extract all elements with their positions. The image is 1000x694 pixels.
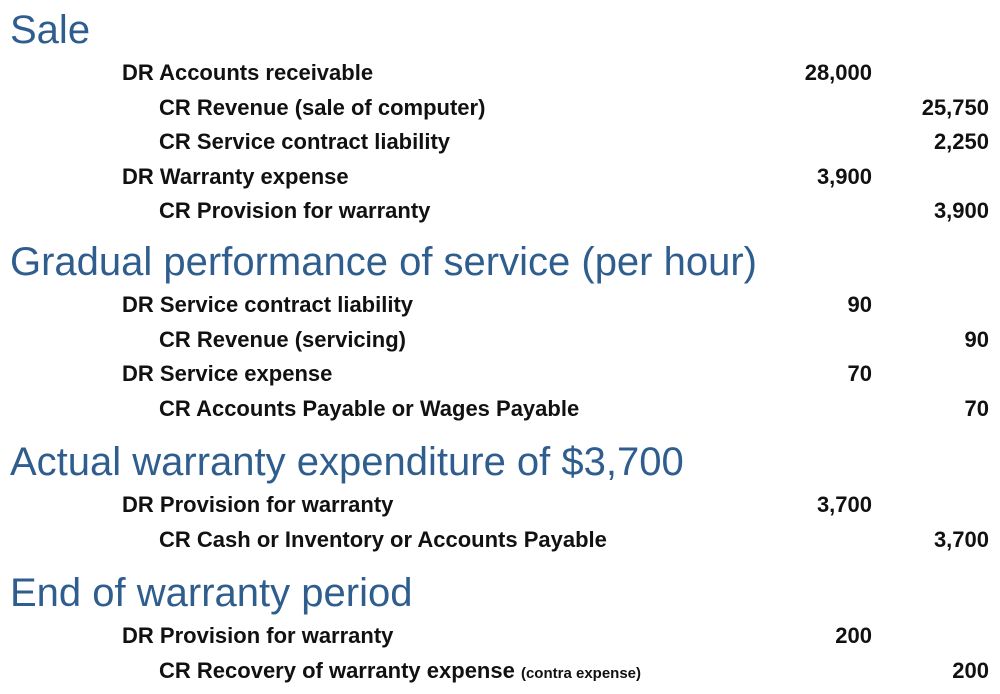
- account-label: [122, 619, 393, 653]
- account-name: Accounts receivable: [159, 60, 374, 85]
- account-label: [122, 160, 349, 194]
- debit-amount: 90: [847, 292, 872, 317]
- account-name: Warranty expense: [159, 164, 349, 189]
- account-label: [159, 91, 485, 125]
- entry-side: CR: [159, 658, 191, 683]
- account-label: [159, 125, 450, 159]
- account-name: Revenue (servicing): [196, 327, 406, 352]
- account-name: Service contract liability: [196, 129, 451, 154]
- entry-side: CR: [159, 95, 191, 120]
- account-label: [159, 323, 406, 357]
- entry-side: DR: [122, 623, 154, 648]
- debit-entry-row: [0, 619, 1000, 653]
- entry-side: DR: [122, 164, 154, 189]
- entry-side: CR: [159, 129, 191, 154]
- account-name: Revenue (sale of computer): [196, 95, 486, 120]
- credit-entry-row: [0, 194, 1000, 228]
- debit-entry-row: [0, 288, 1000, 322]
- debit-amount: 3,700: [816, 492, 872, 517]
- credit-entry-row: [0, 323, 1000, 357]
- credit-entry-row: [0, 392, 1000, 426]
- section-heading: Actual warranty expenditure of $3,700: [10, 440, 684, 484]
- account-name: Accounts Payable or Wages Payable: [196, 396, 580, 421]
- account-label: [122, 357, 332, 391]
- credit-amount: 70: [964, 396, 989, 421]
- account-name: Provision for warranty: [159, 623, 394, 648]
- account-name: Provision for warranty: [196, 198, 431, 223]
- account-name: Service contract liability: [159, 292, 414, 317]
- account-name: Provision for warranty: [159, 492, 394, 517]
- section-heading: Gradual performance of service (per hour): [10, 240, 757, 284]
- debit-amount: 70: [847, 361, 872, 386]
- debit-amount: 200: [835, 623, 872, 648]
- debit-entry-row: [0, 160, 1000, 194]
- debit-entry-row: [0, 488, 1000, 522]
- entry-side: DR: [122, 292, 154, 317]
- credit-amount: 90: [964, 327, 989, 352]
- credit-amount: 25,750: [921, 95, 989, 120]
- credit-entry-row: [0, 654, 1000, 688]
- entry-side: CR: [159, 198, 191, 223]
- section-heading: Sale: [10, 8, 91, 52]
- entry-side: CR: [159, 396, 191, 421]
- account-label: [122, 56, 373, 90]
- credit-amount: 200: [952, 658, 989, 683]
- credit-entry-row: [0, 125, 1000, 159]
- credit-entry-row: [0, 91, 1000, 125]
- account-name: Recovery of warranty expense: [196, 658, 515, 683]
- entry-side: CR: [159, 327, 191, 352]
- entry-side: CR: [159, 527, 191, 552]
- debit-entry-row: [0, 357, 1000, 391]
- account-label: [159, 523, 607, 557]
- credit-amount: 3,700: [933, 527, 989, 552]
- entry-side: DR: [122, 361, 154, 386]
- account-name: Service expense: [159, 361, 333, 386]
- account-label: [122, 288, 413, 322]
- debit-amount: 28,000: [804, 60, 872, 85]
- account-label: [159, 194, 430, 228]
- entry-side: DR: [122, 492, 154, 517]
- account-name: Cash or Inventory or Accounts Payable: [196, 527, 607, 552]
- account-label: [159, 654, 641, 691]
- debit-entry-row: [0, 56, 1000, 90]
- entry-side: DR: [122, 60, 154, 85]
- account-label: [159, 392, 579, 426]
- credit-entry-row: [0, 523, 1000, 557]
- debit-amount: 3,900: [816, 164, 872, 189]
- credit-amount: 3,900: [933, 198, 989, 223]
- section-heading: End of warranty period: [10, 571, 413, 615]
- account-label: [122, 488, 393, 522]
- credit-amount: 2,250: [933, 129, 989, 154]
- account-note: (contra expense): [520, 665, 642, 682]
